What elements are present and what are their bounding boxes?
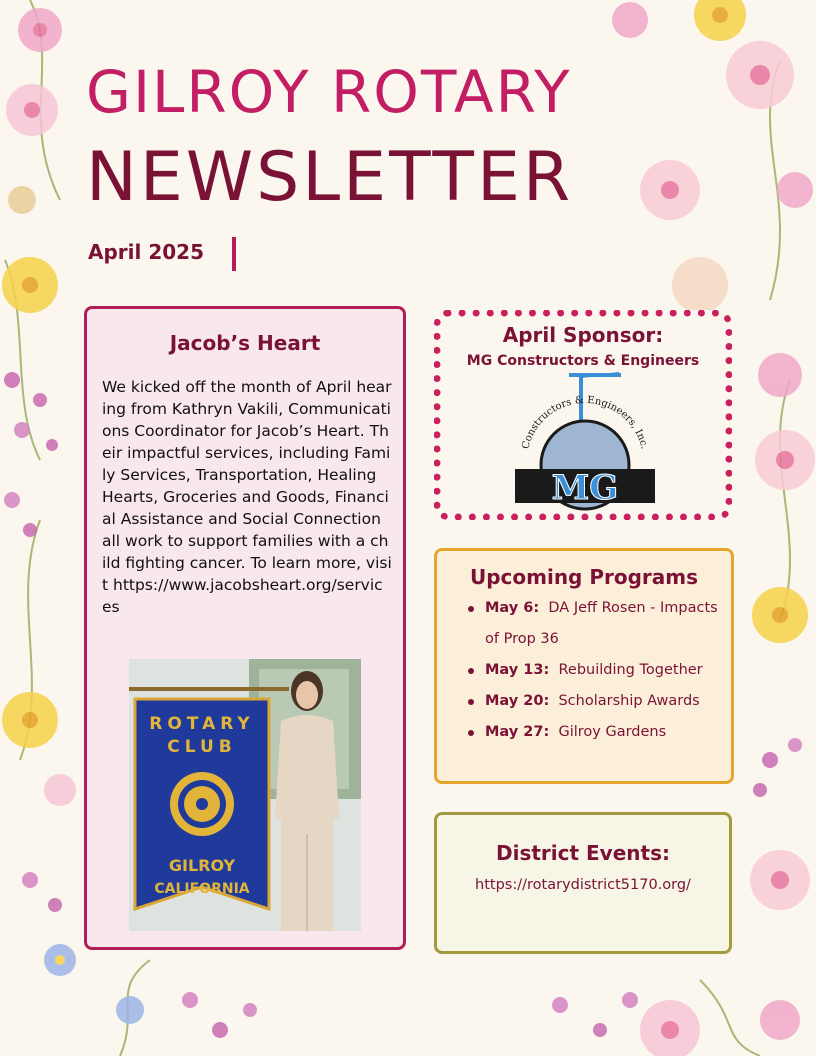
program-date: May 13: xyxy=(485,662,550,678)
banner-text-california: CALIFORNIA xyxy=(154,881,250,897)
programs-list xyxy=(447,593,725,748)
sponsor-heading: April Sponsor: xyxy=(502,323,664,347)
list-item xyxy=(485,686,725,717)
program-date: May 6: xyxy=(485,600,540,616)
newsletter-title-line1: GILROY ROTARY xyxy=(86,58,572,126)
logo-arc-text: Constructors & Engineers, Inc. xyxy=(520,394,650,451)
list-item xyxy=(485,655,725,686)
date-divider xyxy=(232,237,236,271)
logo-mg-text: MG xyxy=(551,468,619,508)
program-title: Gilroy Gardens xyxy=(558,724,667,740)
program-title: Scholarship Awards xyxy=(558,693,700,709)
list-item xyxy=(485,717,725,748)
program-date: May 27: xyxy=(485,724,550,740)
list-item xyxy=(485,593,725,655)
district-events-card xyxy=(434,812,732,954)
rotary-wheel-icon xyxy=(170,772,234,836)
rotary-banner-photo xyxy=(129,659,361,931)
banner-text-rotary: ROTARY xyxy=(149,714,255,734)
banner-text-club: CLUB xyxy=(167,737,237,757)
jacobs-heart-card xyxy=(84,306,406,950)
mg-logo xyxy=(499,369,671,511)
district-url-link[interactable]: https://rotarydistrict5170.org/ xyxy=(475,877,691,893)
april-sponsor-card xyxy=(434,310,732,520)
jacobs-heart-body: We kicked off the month of April hearing from Kathryn Vakili, Communications Coordinator for Jacob’s Heart. Their impactful services, including Family Services, Transportation, Healing Hearts, Groceries and Goods, Financial Assistance and Social Connection all work to support families with a child fighting cancer. To learn more, visit https://www.jacobsheart.org/services xyxy=(102,378,392,616)
issue-date: April 2025 xyxy=(88,240,204,264)
program-title: DA Jeff Rosen - Impacts of Prop 36 xyxy=(485,600,718,647)
program-date: May 20: xyxy=(485,693,550,709)
program-title: Rebuilding Together xyxy=(558,662,703,678)
district-heading: District Events: xyxy=(496,841,670,865)
upcoming-programs-card xyxy=(434,548,734,784)
jacobs-heart-heading: Jacob’s Heart xyxy=(169,331,321,355)
banner-text-gilroy: GILROY xyxy=(168,856,236,875)
programs-heading: Upcoming Programs xyxy=(469,565,699,589)
sponsor-name: MG Constructors & Engineers xyxy=(466,353,700,369)
newsletter-title-line2: NEWSLETTER xyxy=(86,138,574,217)
